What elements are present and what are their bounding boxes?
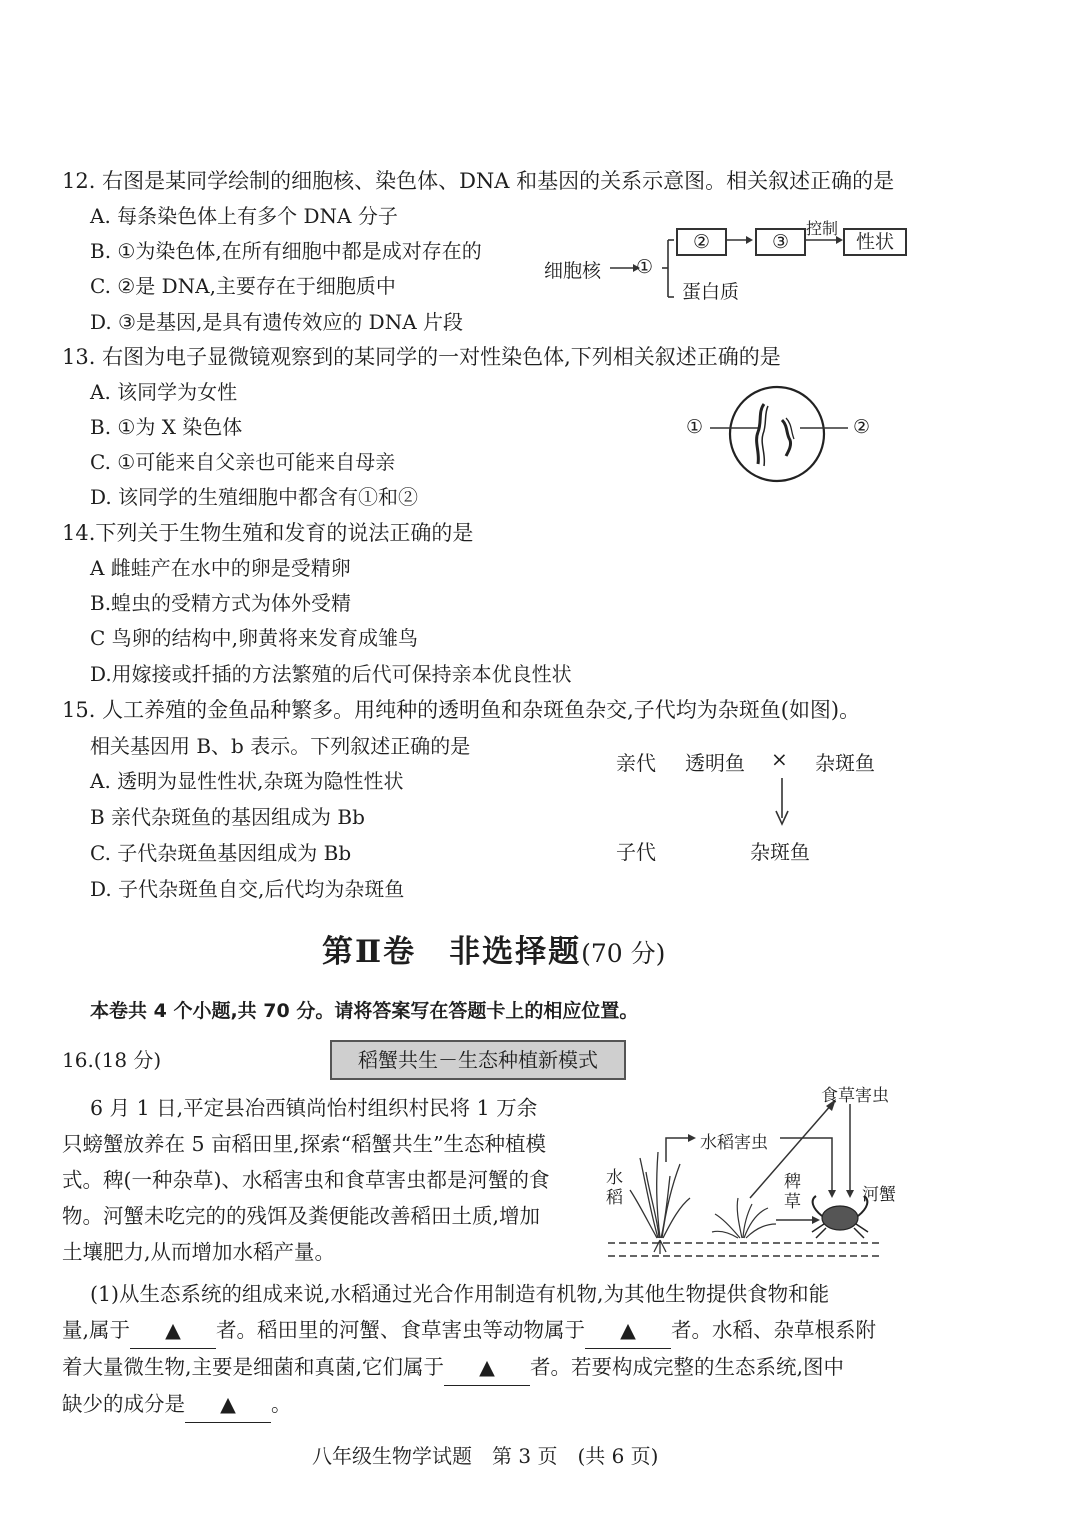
- q16-sub1-text-2a: 量,属于: [62, 1318, 131, 1342]
- q16-sub1-text-4b: 。: [271, 1392, 292, 1416]
- section-score: (70 分): [581, 939, 666, 968]
- section-title-text: 第Ⅱ卷 非选择题: [322, 934, 582, 970]
- q16-para-line-3: 式。稗(一种杂草)、水稻害虫和食草害虫都是河蟹的食: [62, 1168, 550, 1192]
- weed-label-2: 草: [784, 1192, 801, 1212]
- q16-sub1-text-2b: 者。稻田里的河蟹、食草害虫等动物属于: [216, 1318, 586, 1342]
- q12-stem: 12. 右图是某同学绘制的细胞核、染色体、DNA 和基因的关系示意图。相关叙述正确的是: [62, 169, 895, 193]
- q16-para-line-5: 土壤肥力,从而增加水稻产量。: [62, 1240, 336, 1264]
- q16-para-line-2: 只螃蟹放养在 5 亩稻田里,探索“稻蟹共生”生态种植模: [62, 1132, 547, 1156]
- section-instruction: 本卷共 4 个小题,共 70 分。请将答案写在答题卡上的相应位置。: [90, 1000, 639, 1022]
- rice-label-1: 水: [606, 1168, 623, 1188]
- q16-sub1-line-4: [62, 1386, 876, 1423]
- section-title: [322, 926, 665, 971]
- q13-option-b: B. ①为 X 染色体: [90, 415, 243, 439]
- q15-parent-2: 杂斑鱼: [815, 751, 875, 775]
- q13-chromosome-figure: [700, 382, 860, 492]
- q15-stem: 15. 人工养殖的金鱼品种繁多。用纯种的透明鱼和杂斑鱼杂交,子代均为杂斑鱼(如图)。: [62, 698, 861, 722]
- q13-label-1: ①: [686, 416, 704, 438]
- q12-protein-label: 蛋白质: [682, 281, 740, 303]
- q16-food-web-figure: [600, 1080, 910, 1270]
- herbivore-pest-label: 食草害虫: [821, 1086, 889, 1106]
- q13-option-d: D. 该同学的生殖细胞中都含有①和②: [90, 485, 419, 509]
- q16-sub1-line-3: [62, 1349, 876, 1386]
- q16-sub1-text-3b: 者。若要构成完整的生态系统,图中: [530, 1355, 845, 1379]
- q13-option-c: C. ①可能来自父亲也可能来自母亲: [90, 450, 396, 474]
- q15-down-arrow-icon: [772, 776, 792, 828]
- q15-stem-2: 相关基因用 B、b 表示。下列叙述正确的是: [90, 734, 471, 758]
- q12-option-c: C. ②是 DNA,主要存在于细胞质中: [90, 274, 396, 298]
- q16-sub1-text-3a: 着大量微生物,主要是细菌和真菌,它们属于: [62, 1355, 445, 1379]
- q16-paragraph: [62, 1090, 550, 1270]
- q15-child: 杂斑鱼: [750, 840, 810, 864]
- page-footer: 八年级生物学试题 第 3 页 (共 6 页): [312, 1444, 659, 1468]
- q13-label-2: ②: [853, 416, 871, 438]
- q14-stem: 14.下列关于生物生殖和发育的说法正确的是: [62, 521, 474, 545]
- q16-sub1-line-2: [62, 1312, 876, 1349]
- q16-para-line-4: 物。河蟹未吃完的的残饵及粪便能改善稻田土质,增加: [62, 1204, 541, 1228]
- weed-icon: [712, 1198, 776, 1238]
- q13-stem: 13. 右图为电子显微镜观察到的某同学的一对性染色体,下列相关叙述正确的是: [62, 345, 781, 369]
- q15-option-b: B 亲代杂斑鱼的基因组成为 Bb: [90, 805, 365, 829]
- q15-parent-1: 透明鱼: [685, 751, 745, 775]
- q16-sub1-text-4a: 缺少的成分是: [62, 1392, 185, 1416]
- q16-banner: 稻蟹共生－生态种植新模式: [330, 1040, 626, 1080]
- rice-label-2: 稻: [606, 1188, 623, 1208]
- rice-pest-label: 水稻害虫: [700, 1133, 768, 1153]
- q16-sub1-line-1: (1)从生态系统的组成来说,水稻通过光合作用制造有机物,为其他生物提供食物和能: [90, 1282, 830, 1306]
- q15-option-c: C. 子代杂斑鱼基因组成为 Bb: [90, 841, 352, 865]
- q12-circle-1: ①: [636, 256, 654, 278]
- answer-blank-1[interactable]: ▲: [130, 1312, 216, 1349]
- crab-icon: [812, 1196, 868, 1238]
- q16-sub1: [62, 1276, 876, 1423]
- answer-blank-2[interactable]: ▲: [585, 1312, 671, 1349]
- answer-blank-4[interactable]: ▲: [185, 1386, 271, 1423]
- q12-nucleus-label: 细胞核: [544, 260, 602, 282]
- q12-option-b: B. ①为染色体,在所有细胞中都是成对存在的: [90, 239, 482, 263]
- q15-child-label: 子代: [616, 840, 656, 864]
- q14-option-c: C 鸟卵的结构中,卵黄将来发育成雏鸟: [90, 626, 419, 650]
- q15-option-d: D. 子代杂斑鱼自交,后代均为杂斑鱼: [90, 877, 405, 901]
- answer-blank-3[interactable]: ▲: [444, 1349, 530, 1386]
- q13-option-a: A. 该同学为女性: [90, 380, 238, 404]
- q14-option-d: D.用嫁接或扦插的方法繁殖的后代可保持亲本优良性状: [90, 662, 572, 686]
- q14-option-a: A 雌蛙产在水中的卵是受精卵: [90, 556, 351, 580]
- q16-sub1-text-2c: 者。水稻、杂草根系附: [671, 1318, 877, 1342]
- q12-control-label: 控制: [806, 219, 839, 238]
- q16-para-line-1: 6 月 1 日,平定县冶西镇尚怡村组织村民将 1 万余: [90, 1096, 538, 1120]
- q12-box-2: ②: [676, 228, 727, 256]
- weed-label: [784, 1172, 801, 1212]
- q16-label: 16.(18 分): [62, 1048, 162, 1072]
- q12-box-3: ③: [755, 228, 806, 256]
- weed-label-1: 稗: [784, 1172, 801, 1192]
- q15-cross-symbol: ×: [771, 747, 788, 771]
- q12-trait-box: 性状: [843, 228, 907, 256]
- rice-plant-icon: [630, 1152, 690, 1254]
- q15-option-a: A. 透明为显性性状,杂斑为隐性性状: [90, 769, 404, 793]
- q12-option-a: A. 每条染色体上有多个 DNA 分子: [90, 204, 398, 228]
- rice-label: [606, 1168, 623, 1208]
- crab-label: 河蟹: [862, 1185, 896, 1205]
- q12-option-d: D. ③是基因,是具有遗传效应的 DNA 片段: [90, 310, 464, 334]
- q14-option-b: B.蝗虫的受精方式为体外受精: [90, 591, 352, 615]
- q15-parent-label: 亲代: [616, 751, 656, 775]
